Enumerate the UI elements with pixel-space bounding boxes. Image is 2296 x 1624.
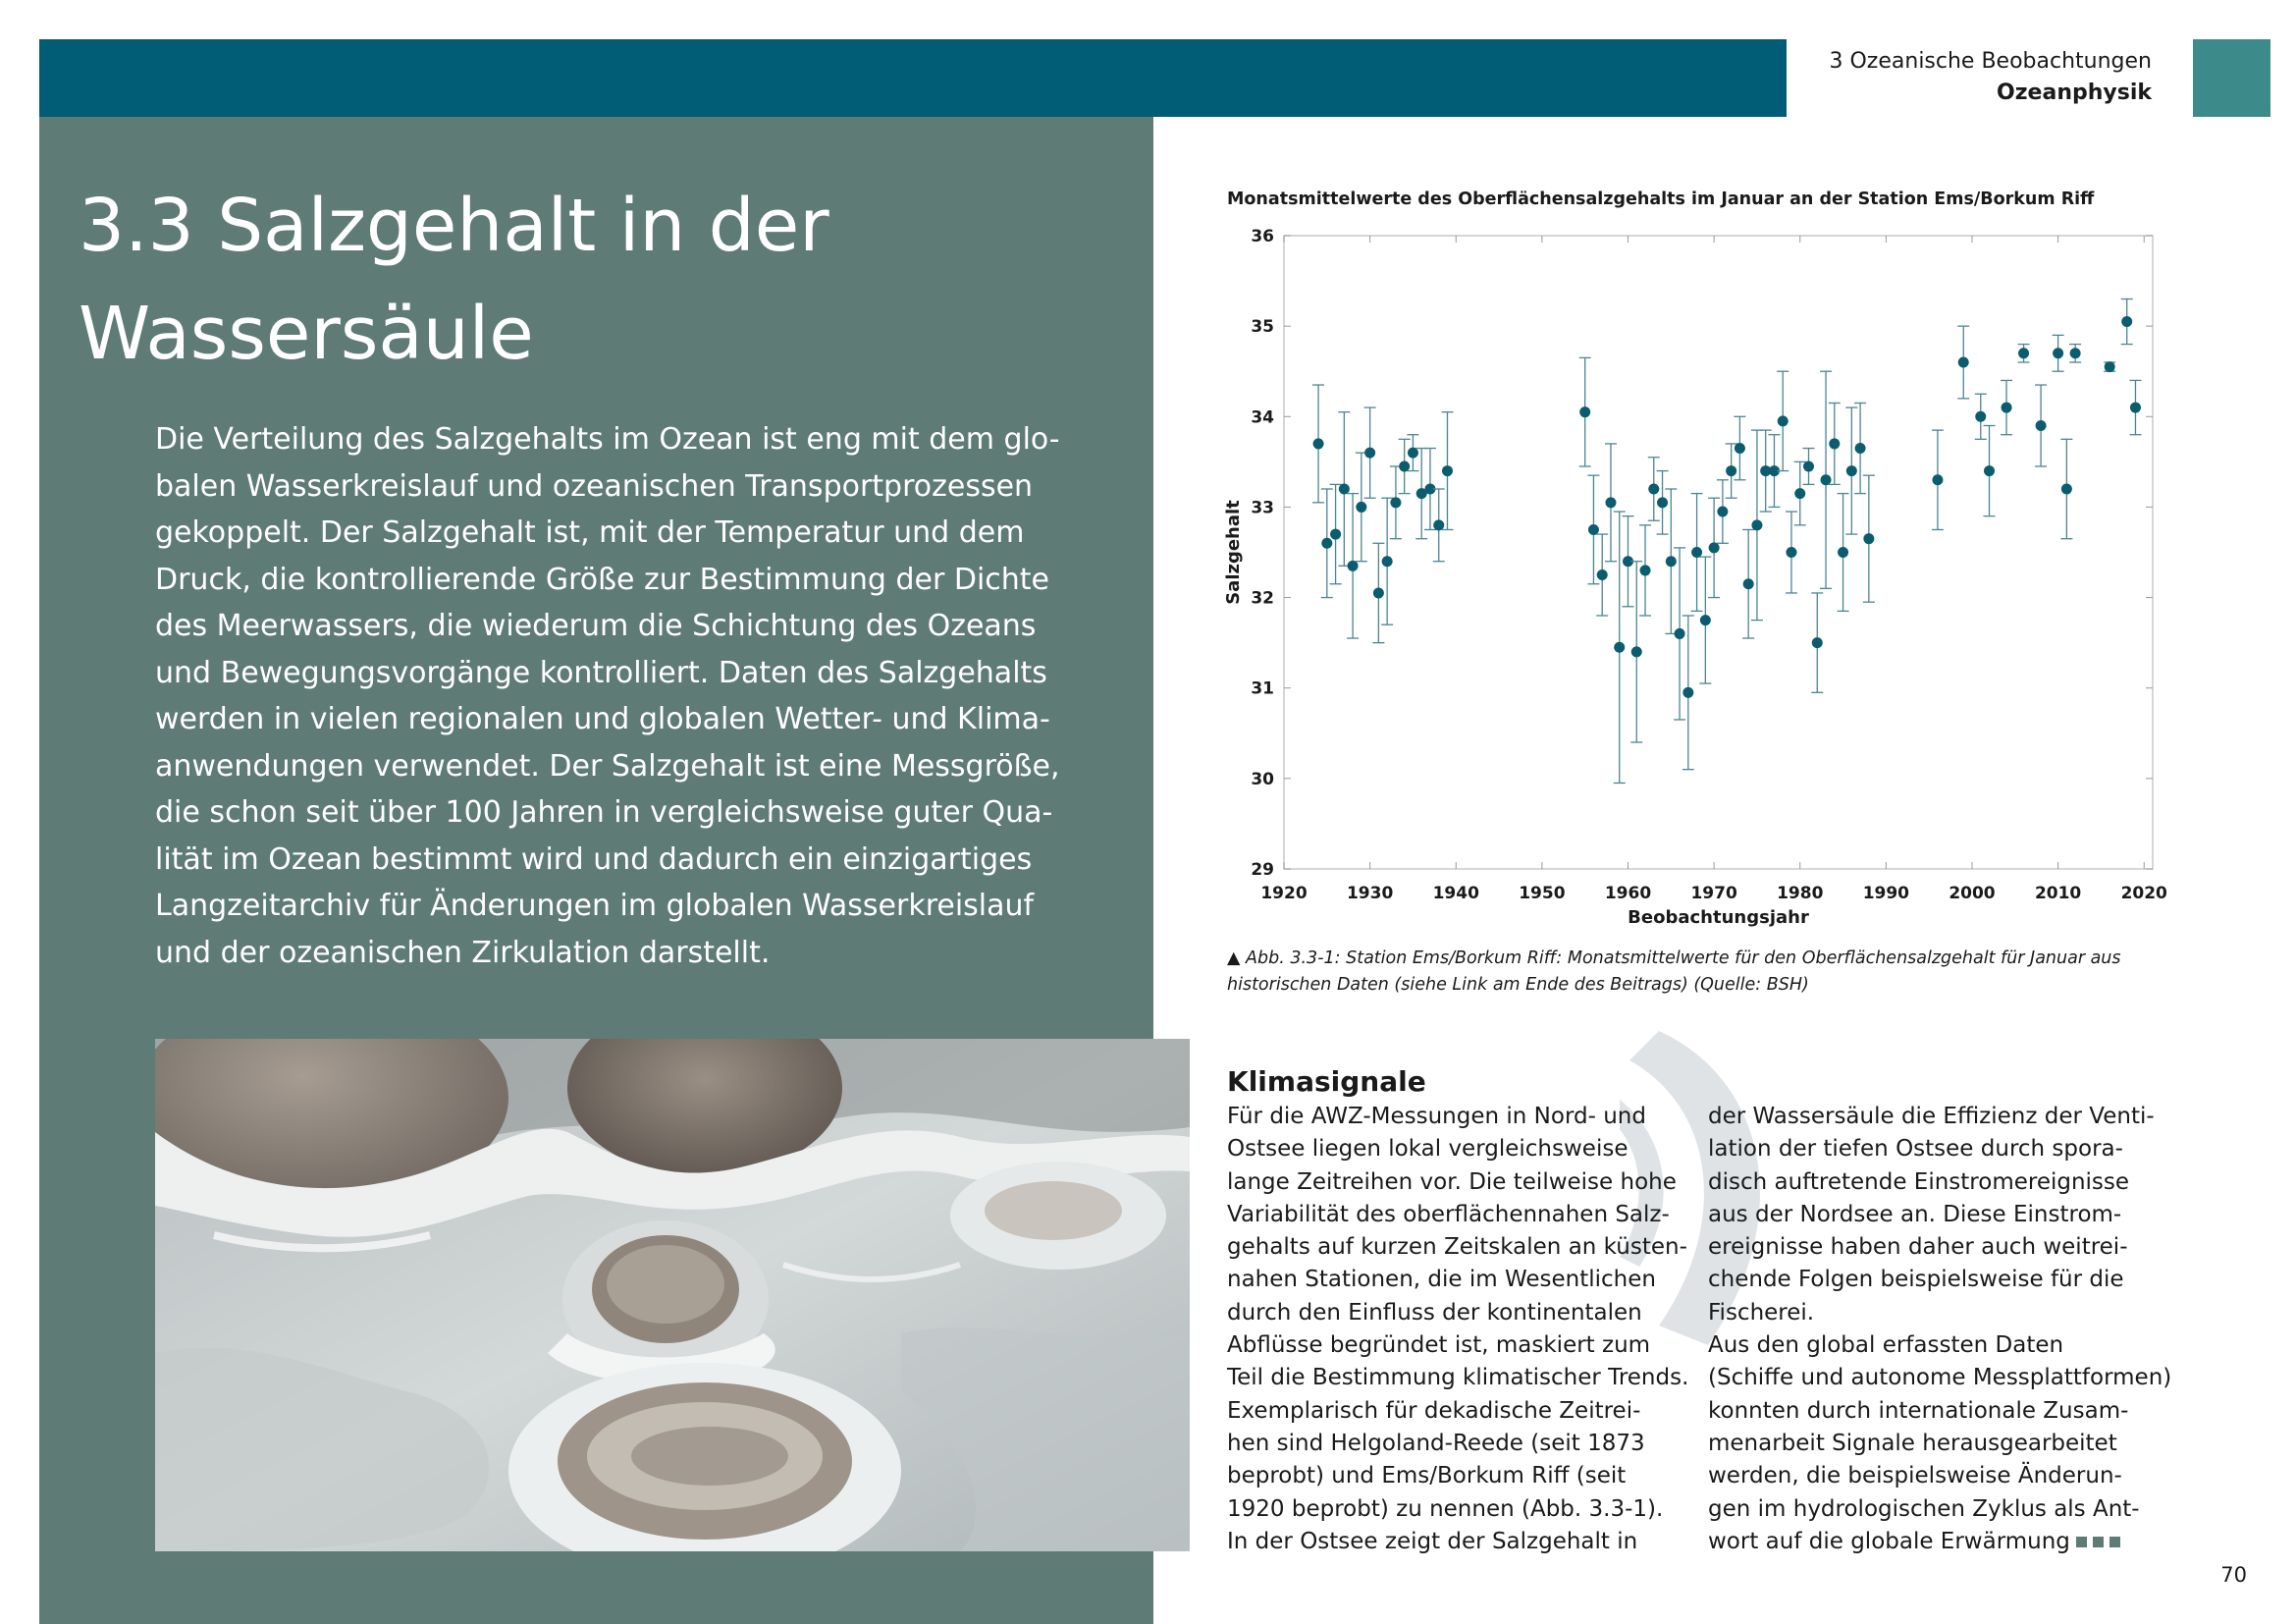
data-point [2061, 484, 2072, 495]
data-point [1682, 687, 1693, 698]
intro-text [155, 416, 1088, 976]
data-point [1442, 465, 1453, 476]
x-tick-label: 1980 [1777, 884, 1824, 903]
data-point [1958, 357, 1969, 368]
data-point [1786, 547, 1796, 558]
data-point [2121, 316, 2132, 327]
data-point [2130, 403, 2141, 413]
y-tick-label: 31 [1251, 678, 1274, 699]
data-point [1984, 465, 1995, 476]
data-point [1794, 488, 1805, 499]
intro-line: des Meerwassers, die wiederum die Schichtung des Ozeans [155, 609, 1037, 643]
data-point [2053, 348, 2063, 358]
data-point [1863, 533, 1874, 544]
data-point [1717, 507, 1728, 517]
y-tick-label: 35 [1251, 317, 1274, 338]
data-point [1373, 587, 1384, 598]
data-point [1838, 547, 1848, 558]
data-point [1812, 637, 1823, 648]
column-line: wort auf die globale Erwärmung [1708, 1526, 2171, 1558]
column-line: In der Ostsee zeigt der Salzgehalt in [1227, 1528, 1638, 1554]
x-tick-label: 2020 [2120, 884, 2167, 903]
section-label: Ozeanphysik [1997, 81, 2152, 105]
caption-line-1: Abb. 3.3-1: Station Ems/Borkum Riff: Monatsmittelwerte für den Oberflächensalzgehalt für Januar aus [1246, 948, 2121, 968]
data-point [1364, 448, 1375, 459]
end-square-icon [2109, 1537, 2120, 1547]
y-tick-label: 33 [1251, 498, 1274, 518]
chapter-label: 3 Ozeanische Beobachtungen [1829, 49, 2152, 74]
intro-line: die schon seit über 100 Jahren in vergleichsweise guter Qua- [155, 795, 1053, 830]
intro-line: gekoppelt. Der Salzgehalt ist, mit der Temperatur und dem [155, 515, 1025, 550]
x-tick-label: 1970 [1690, 884, 1737, 903]
intro-line: balen Wasserkreislauf und ozeanischen Transportprozessen [155, 468, 1034, 504]
data-point [1657, 497, 1668, 508]
data-point [1700, 615, 1711, 625]
data-point [1743, 578, 1754, 589]
column-line: gen im hydrologischen Zyklus als Ant- [1708, 1495, 2140, 1522]
column-line: Teil die Bestimmung klimatischer Trends. [1227, 1365, 1689, 1391]
column-line: durch den Einfluss der kontinentalen [1227, 1299, 1642, 1326]
page-title [79, 172, 1109, 388]
column-line: 1920 beprobt) zu nennen (Abb. 3.3-1). [1227, 1495, 1664, 1522]
data-point [1675, 628, 1685, 639]
intro-line: Druck, die kontrollierende Größe zur Bestimmung der Dichte [155, 562, 1050, 597]
data-point [1648, 484, 1659, 495]
data-point [1579, 406, 1590, 417]
column-line: Abflüsse begründet ist, maskiert zum [1227, 1332, 1651, 1359]
data-point [1356, 502, 1366, 513]
data-point [1726, 465, 1736, 476]
column-line: Für die AWZ-Messungen in Nord- und [1227, 1104, 1646, 1129]
climate-column-2 [1708, 1101, 2171, 1558]
column-line: werden, die beispielsweise Änderun- [1708, 1463, 2122, 1489]
data-point [2018, 348, 2029, 358]
x-tick-label: 1950 [1519, 884, 1566, 903]
data-point [1313, 438, 1324, 449]
data-point [1614, 642, 1625, 653]
column-line: lation der tiefen Ostsee durch spora- [1708, 1136, 2123, 1163]
column-line: disch auftretende Einstromereignisse [1708, 1168, 2130, 1195]
column-line: nahen Stationen, die im Wesentlichen [1227, 1267, 1656, 1293]
page-title-line: Wassersäule [79, 292, 534, 376]
caption-marker: ▲ [1227, 948, 1241, 968]
data-point [1975, 411, 1986, 422]
data-point [1390, 497, 1401, 508]
figure-caption [1227, 946, 2160, 999]
column-line: gehalts auf kurzen Zeitskalen an küsten- [1227, 1234, 1687, 1261]
data-point [1382, 556, 1393, 567]
data-point [1803, 460, 1814, 471]
data-point [1829, 438, 1840, 449]
x-tick-label: 1940 [1432, 884, 1479, 903]
data-point [1433, 519, 1444, 530]
header-bar [39, 39, 1787, 117]
intro-line: anwendungen verwendet. Der Salzgehalt ist eine Messgröße, [155, 748, 1060, 784]
data-point [1588, 524, 1599, 535]
page-number: 70 [2220, 1563, 2247, 1587]
column-line: ereignisse haben daher auch weitrei- [1708, 1234, 2128, 1261]
column-line: beprobt) und Ems/Borkum Riff (seit [1227, 1463, 1627, 1489]
header-accent-square [2193, 39, 2270, 117]
data-point [1691, 547, 1702, 558]
data-point [2036, 420, 2047, 431]
x-tick-label: 1990 [1862, 884, 1910, 903]
column-line: chende Folgen beispielsweise für die [1708, 1267, 2124, 1293]
end-square-icon [2093, 1537, 2104, 1547]
data-point [1339, 484, 1350, 495]
column-line: Ostsee liegen lokal vergleichsweise [1227, 1136, 1629, 1163]
x-axis-label: Beobachtungsjahr [1628, 907, 1809, 928]
y-tick-label: 29 [1251, 860, 1274, 880]
data-point [1321, 538, 1332, 549]
data-point [1735, 443, 1745, 454]
plot-frame [1284, 236, 2153, 869]
y-axis-label: Salzgehalt [1223, 500, 1244, 605]
column-line: der Wassersäule die Effizienz der Venti- [1708, 1104, 2155, 1129]
data-point [1605, 497, 1616, 508]
y-tick-label: 32 [1251, 588, 1274, 609]
column-line: Exemplarisch für dekadische Zeitrei- [1227, 1397, 1641, 1424]
intro-line: Die Verteilung des Salzgehalts im Ozean ist eng mit dem glo- [155, 422, 1060, 457]
caption-line-2: historischen Daten (siehe Link am Ende des Beitrags) (Quelle: BSH) [1227, 975, 1809, 995]
salinity-chart [1217, 221, 2199, 938]
data-point [1399, 460, 1410, 471]
chart-title: Monatsmittelwerte des Oberflächensalzgehalts im Januar an der Station Ems/Borkum Riff [1227, 189, 2095, 209]
data-point [1855, 443, 1866, 454]
data-point [1821, 474, 1832, 485]
y-tick-label: 36 [1251, 227, 1274, 246]
data-point [1408, 448, 1418, 459]
end-square-icon [2076, 1537, 2087, 1547]
intro-line: Langzeitarchiv für Änderungen im globalen Wasserkreislauf [155, 889, 1035, 923]
x-tick-label: 1920 [1260, 884, 1308, 903]
column-line: konnten durch internationale Zusam- [1708, 1397, 2129, 1424]
data-point [2105, 361, 2115, 372]
data-point [1597, 569, 1608, 580]
column-line: Fischerei. [1708, 1299, 1815, 1326]
data-point [1751, 519, 1762, 530]
x-tick-label: 2010 [2034, 884, 2082, 903]
data-point [2070, 348, 2081, 358]
x-tick-label: 2000 [1949, 884, 1996, 903]
intro-line: und Bewegungsvorgänge kontrolliert. Daten des Salzgehalts [155, 655, 1047, 690]
intro-line: und der ozeanischen Zirkulation darstellt. [155, 935, 771, 970]
data-point [1640, 565, 1651, 575]
column-line: hen sind Helgoland-Reede (seit 1873 [1227, 1430, 1645, 1456]
salt-stones-photo [155, 1039, 1190, 1551]
column-line: Variabilität des oberflächennahen Salz- [1227, 1201, 1670, 1227]
data-point [1330, 529, 1341, 540]
intro-line: werden in vielen regionalen und globalen Wetter- und Klima- [155, 702, 1050, 736]
data-point [1778, 415, 1789, 426]
column-line: menarbeit Signale herausgearbeitet [1708, 1430, 2117, 1456]
column-line: lange Zeitreihen vor. Die teilweise hohe [1227, 1168, 1677, 1195]
y-tick-label: 30 [1251, 769, 1274, 789]
y-tick-label: 34 [1251, 407, 1274, 428]
page-title-line: 3.3 Salzgehalt in der [79, 184, 829, 268]
climate-heading: Klimasignale [1227, 1065, 1426, 1098]
column-line: aus der Nordsee an. Diese Einstrom- [1708, 1201, 2122, 1227]
data-point [1666, 556, 1677, 567]
data-point [1932, 474, 1943, 485]
data-point [1846, 465, 1857, 476]
intro-line: lität im Ozean bestimmt wird und dadurch ein einzigartiges [155, 841, 1033, 877]
x-tick-label: 1960 [1604, 884, 1652, 903]
x-tick-label: 1930 [1346, 884, 1394, 903]
column-line: (Schiffe und autonome Messplattformen) [1708, 1365, 2172, 1391]
column-line: Aus den global erfassten Daten [1708, 1332, 2064, 1359]
data-point [1348, 561, 1359, 571]
data-point [1631, 646, 1642, 657]
data-point [1709, 542, 1720, 553]
climate-column-1 [1227, 1101, 1688, 1558]
data-point [2002, 403, 2012, 413]
